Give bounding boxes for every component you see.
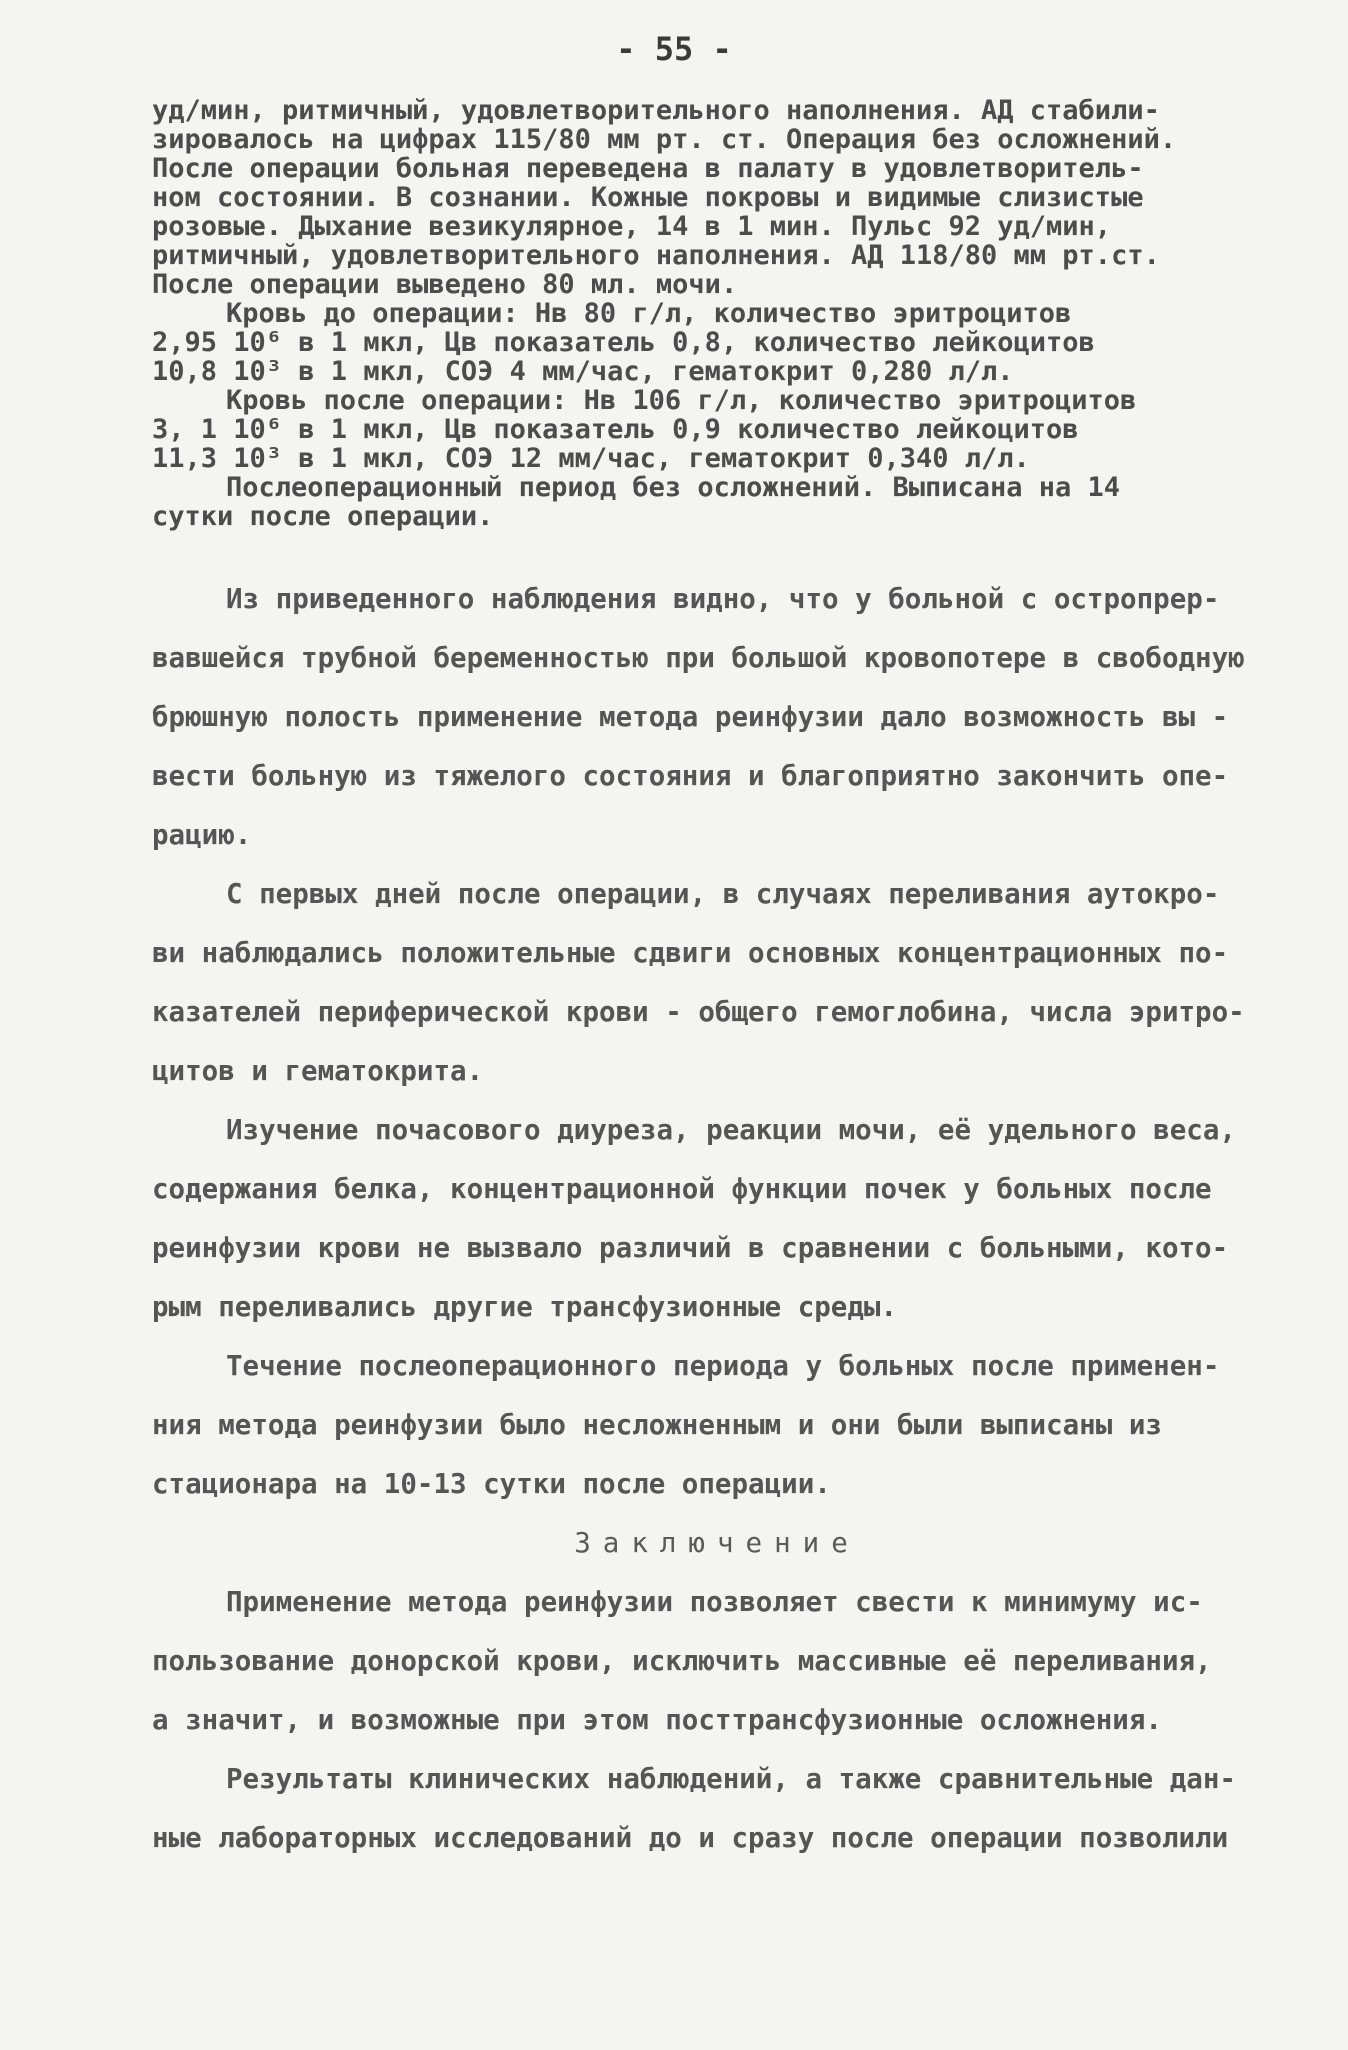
body-line: цитов и гематокрита. xyxy=(152,1055,484,1087)
case-note-line: После операции выведено 80 мл. мочи. xyxy=(152,269,738,300)
body-line: Из приведенного наблюдения видно, что у больной с остропрер- xyxy=(226,583,1220,615)
body-line: рым переливались другие трансфузионные среды. xyxy=(152,1291,898,1323)
body-line: Изучение почасового диуреза, реакции мочи, её удельного веса, xyxy=(226,1114,1236,1146)
body-line: ные лабораторных исследований до и сразу после операции позволили xyxy=(152,1822,1229,1854)
case-note-line: сутки после операции. xyxy=(152,501,494,532)
body-line: содержания белка, концентрационной функции почек у больных после xyxy=(152,1173,1212,1205)
body-line: реинфузии крови не вызвало различий в сравнении с больными, кото- xyxy=(152,1232,1229,1264)
case-note-line: Кровь до операции: Нв 80 г/л, количество эритроцитов xyxy=(226,298,1072,329)
body-line: рацию. xyxy=(152,819,252,851)
case-note-line: Послеоперационный период без осложнений. Выписана на 14 xyxy=(226,472,1121,503)
body-line: вавшейся трубной беременностью при большой кровопотере в свободную xyxy=(152,642,1245,674)
section-heading: Заключение xyxy=(574,1527,860,1559)
body-line: ви наблюдались положительные сдвиги основных концентрационных по- xyxy=(152,937,1229,969)
case-note-line: 11,3 10³ в 1 мкл, СОЭ 12 мм/час, гематокрит 0,340 л/л. xyxy=(152,443,1030,474)
body-line: а значит, и возможные при этом посттрансфузионные осложнения. xyxy=(152,1704,1162,1736)
case-note-line: 3, 1 10⁶ в 1 мкл, Цв показатель 0,9 количество лейкоцитов xyxy=(152,414,1079,445)
case-note-line: 2,95 10⁶ в 1 мкл, Цв показатель 0,8, количество лейкоцитов xyxy=(152,327,1095,358)
case-note-line: зировалось на цифрах 115/80 мм рт. ст. Операция без осложнений. xyxy=(152,124,1177,155)
body-line: казателей периферической крови - общего гемоглобина, числа эритро- xyxy=(152,996,1245,1028)
body-line: вести больную из тяжелого состояния и благоприятно закончить опе- xyxy=(152,760,1229,792)
body-line: пользование донорской крови, исключить массивные её переливания, xyxy=(152,1645,1212,1677)
case-note xyxy=(152,96,1282,531)
case-note-line: 10,8 10³ в 1 мкл, СОЭ 4 мм/час, гематокрит 0,280 л/л. xyxy=(152,356,1014,387)
page-number: - 55 - xyxy=(616,30,732,68)
body-line: брюшную полость применение метода реинфузии дало возможность вы - xyxy=(152,701,1229,733)
body-line: ния метода реинфузии было несложненным и они были выписаны из xyxy=(152,1409,1162,1441)
case-note-line: розовые. Дыхание везикулярное, 14 в 1 мин. Пульс 92 уд/мин, xyxy=(152,211,1112,242)
body-line: Применение метода реинфузии позволяет свести к минимуму ис- xyxy=(226,1586,1203,1618)
body-line: С первых дней после операции, в случаях переливания аутокро- xyxy=(226,878,1220,910)
body-line: Течение послеоперационного периода у больных после применен- xyxy=(226,1350,1220,1382)
body-line: стационара на 10-13 сутки после операции. xyxy=(152,1468,831,1500)
case-note-line: уд/мин, ритмичный, удовлетворительного наполнения. АД стабили- xyxy=(152,95,1160,126)
body-line: Результаты клинических наблюдений, а также сравнительные дан- xyxy=(226,1763,1236,1795)
case-note-line: Кровь после операции: Нв 106 г/л, количество эритроцитов xyxy=(226,385,1137,416)
case-note-line: После операции больная переведена в палату в удовлетворитель- xyxy=(152,153,1144,184)
body-text xyxy=(152,570,1282,1868)
case-note-line: ритмичный, удовлетворительного наполнения. АД 118/80 мм рт.ст. xyxy=(152,240,1160,271)
case-note-line: ном состоянии. В сознании. Кожные покровы и видимые слизистые xyxy=(152,182,1144,213)
